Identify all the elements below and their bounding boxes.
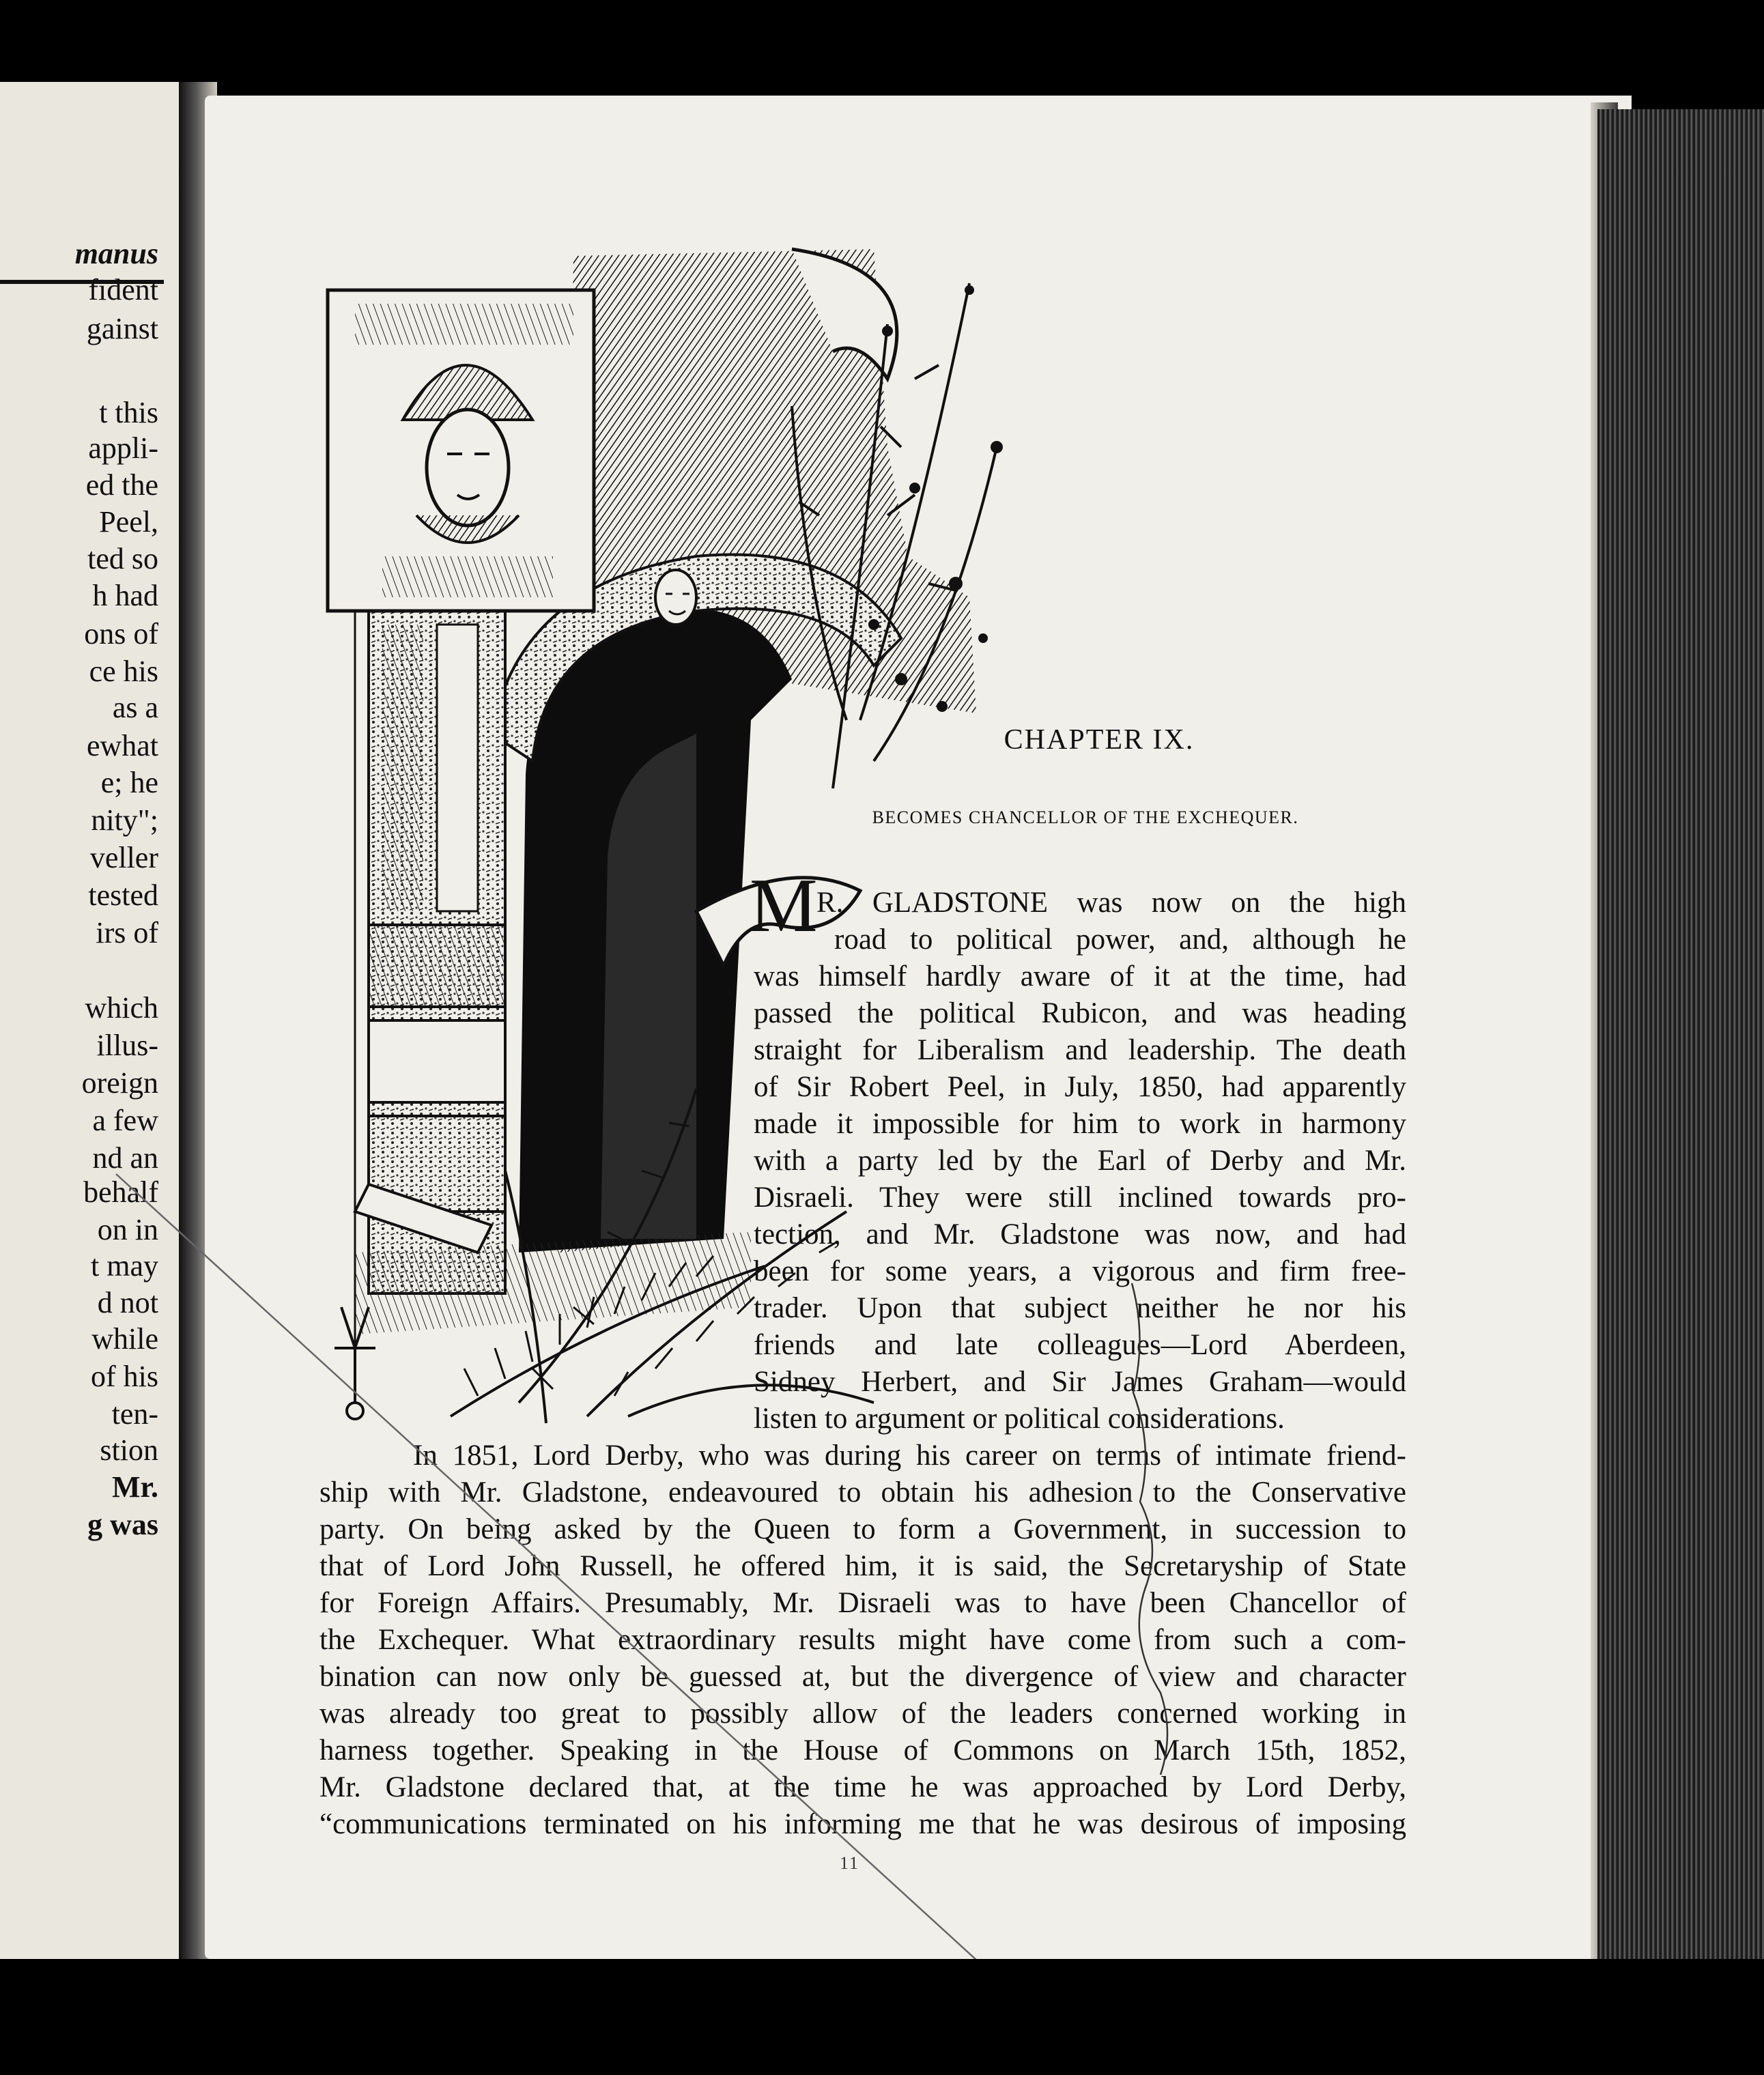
left-page-line: Peel, [99,505,158,539]
left-page-line: nd an [92,1141,158,1175]
left-page-line: t may [91,1249,158,1283]
chapter-subtitle: BECOMES CHANCELLOR OF THE EXCHEQUER. [872,807,1299,827]
left-page-line: on in [97,1213,158,1246]
body-line: Disraeli. They were still inclined towards pro- [754,1182,1406,1214]
body-line: In 1851, Lord Derby, who was during his career on terms of intimate friend- [413,1440,1406,1472]
body-line: been for some years, a vigorous and firm free- [754,1255,1406,1287]
body-line: that of Lord John Russell, he offered him, it is said, the Secretaryship of State [319,1550,1406,1582]
left-page-line: ce his [89,655,158,688]
body-line: trader. Upon that subject neither he nor his [754,1292,1406,1324]
left-page-line: ted so [87,542,158,575]
left-page-line: irs of [96,916,158,949]
left-page-line: t this [99,396,158,429]
left-page-line: veller [89,841,158,874]
left-page-line: a few [92,1104,158,1137]
left-page-line: ons of [84,617,158,650]
left-page-line: gainst [86,312,158,345]
left-page-line: behalf [83,1175,158,1209]
body-line: listen to argument or political considerations. [754,1403,1285,1435]
body-line: was already too great to possibly allow of the leaders concerned working in [319,1698,1406,1730]
body-line: Sidney Herbert, and Sir James Graham—would [754,1366,1406,1398]
body-line: “communications terminated on his informing me that he was desirous of imposing [319,1808,1406,1840]
left-page-line: which [85,991,158,1025]
left-page-line: ed the [85,468,158,502]
left-page-line: illus- [96,1029,158,1062]
left-page-line: Mr. [111,1470,158,1504]
body-line: tection, and Mr. Gladstone was now, and had [754,1218,1406,1250]
left-page-line: appli- [88,431,158,465]
body-line: ship with Mr. Gladstone, endeavoured to obtain his adhesion to the Conservative [319,1476,1406,1508]
left-page-line: while [91,1322,158,1356]
left-page-line: stion [100,1433,158,1467]
left-page-line: h had [92,579,158,612]
left-page-line: d not [97,1286,158,1319]
body-line: the Exchequer. What extraordinary results might have come from such a com- [319,1624,1406,1656]
body-line: straight for Liberalism and leadership. The death [754,1034,1406,1066]
left-page-line: e; he [100,766,158,799]
body-line: party. On being asked by the Queen to form a Government, in succession to [319,1513,1406,1545]
page-folio: 11 [840,1853,860,1873]
body-line: for Foreign Affairs. Presumably, Mr. Disraeli was to have been Chancellor of [319,1587,1406,1619]
left-page-line: ewhat [86,729,158,762]
body-line: road to political power, and, although he [834,924,1406,956]
drop-cap: M [750,863,818,948]
left-page-line: as a [112,691,158,724]
left-page-line: oreign [81,1066,158,1100]
body-line: bination can now only be guessed at, but the divergence of view and character [319,1661,1406,1693]
body-line: passed the political Rubicon, and was heading [754,997,1406,1029]
body-line: with a party led by the Earl of Derby and Mr. [754,1145,1406,1177]
chapter-title: CHAPTER IX. [1004,724,1195,756]
left-page-line: tested [88,878,158,912]
body-line: R. GLADSTONE was now on the high [816,887,1406,919]
left-page-line: nity"; [91,803,158,837]
body-line: of Sir Robert Peel, in July, 1850, had apparently [754,1071,1406,1103]
left-page-line: manus [74,237,158,270]
body-line: made it impossible for him to work in harmony [754,1108,1406,1140]
body-line: Mr. Gladstone declared that, at the time he was approached by Lord Derby, [319,1771,1406,1803]
top-margin [0,0,1764,89]
left-page-line: of his [91,1360,158,1393]
body-line: friends and late colleagues—Lord Aberdeen, [754,1329,1406,1361]
body-line: was himself hardly aware of it at the time, had [754,960,1406,992]
left-page-line: ten- [111,1397,158,1431]
book-page-edges [1597,109,1764,1979]
left-page-line: g was [87,1508,158,1541]
left-page [0,82,186,1959]
body-line: harness together. Speaking in the House of Commons on March 15th, 1852, [319,1734,1406,1766]
bottom-margin [0,1959,1764,2075]
left-page-line: fident [88,273,158,306]
